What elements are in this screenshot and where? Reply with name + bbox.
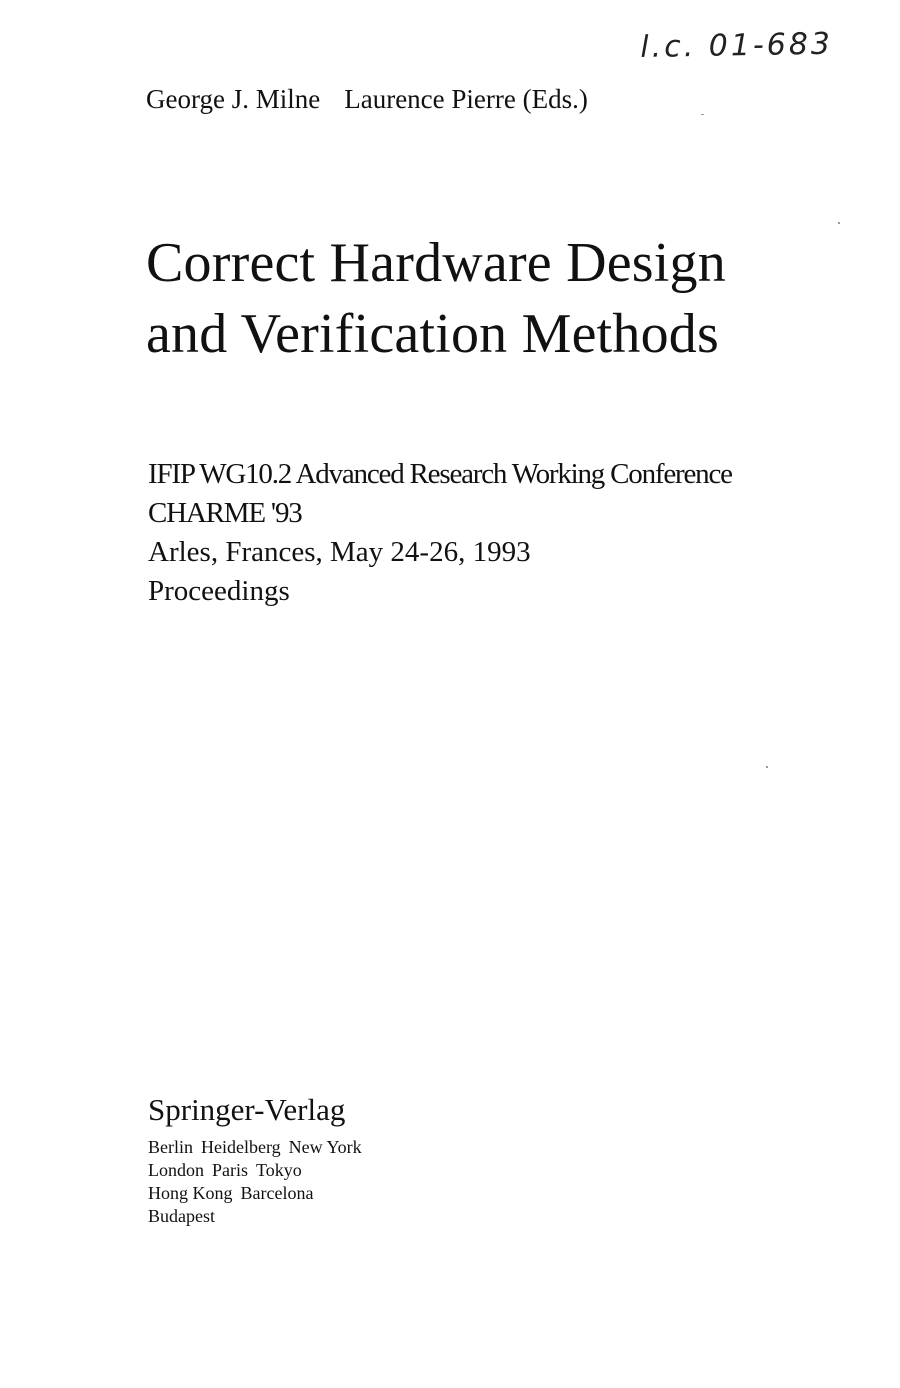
publisher-cities: [148, 1136, 362, 1228]
city-line: [148, 1159, 362, 1182]
conference-details: [148, 455, 868, 610]
scan-speck: [766, 766, 768, 768]
editor-name: Laurence Pierre (Eds.): [344, 84, 588, 114]
proceedings-label: Proceedings: [148, 574, 290, 607]
conference-location-date: Arles, Frances, May 24-26, 1993: [148, 535, 531, 568]
city-line: [148, 1205, 362, 1228]
editors-line: [146, 84, 588, 115]
title-line: Correct Hardware Design: [146, 232, 726, 294]
city-name: Paris: [212, 1160, 248, 1181]
title-line: and Verification Methods: [146, 302, 719, 365]
city-name: Tokyo: [256, 1160, 302, 1181]
conference-acronym: CHARME '93: [148, 496, 302, 529]
editor-name: George J. Milne: [146, 84, 321, 114]
city-name: Budapest: [148, 1206, 215, 1227]
city-name: Berlin: [148, 1137, 193, 1157]
scan-speck: [838, 222, 840, 224]
book-title: [146, 228, 866, 369]
scan-speck: [701, 114, 704, 115]
city-name: London: [148, 1160, 204, 1181]
conference-name: IFIP WG10.2 Advanced Research Working Conference: [148, 458, 732, 490]
handwritten-shelf-mark: l.c. 01-683: [640, 26, 834, 65]
publisher-name: Springer-Verlag: [148, 1092, 346, 1127]
city-line: [148, 1136, 362, 1159]
city-name: Heidelberg: [201, 1137, 281, 1157]
city-line: [148, 1182, 362, 1205]
city-name: Barcelona: [240, 1183, 314, 1204]
city-name: New York: [288, 1137, 362, 1157]
city-name: Hong Kong: [148, 1183, 233, 1204]
